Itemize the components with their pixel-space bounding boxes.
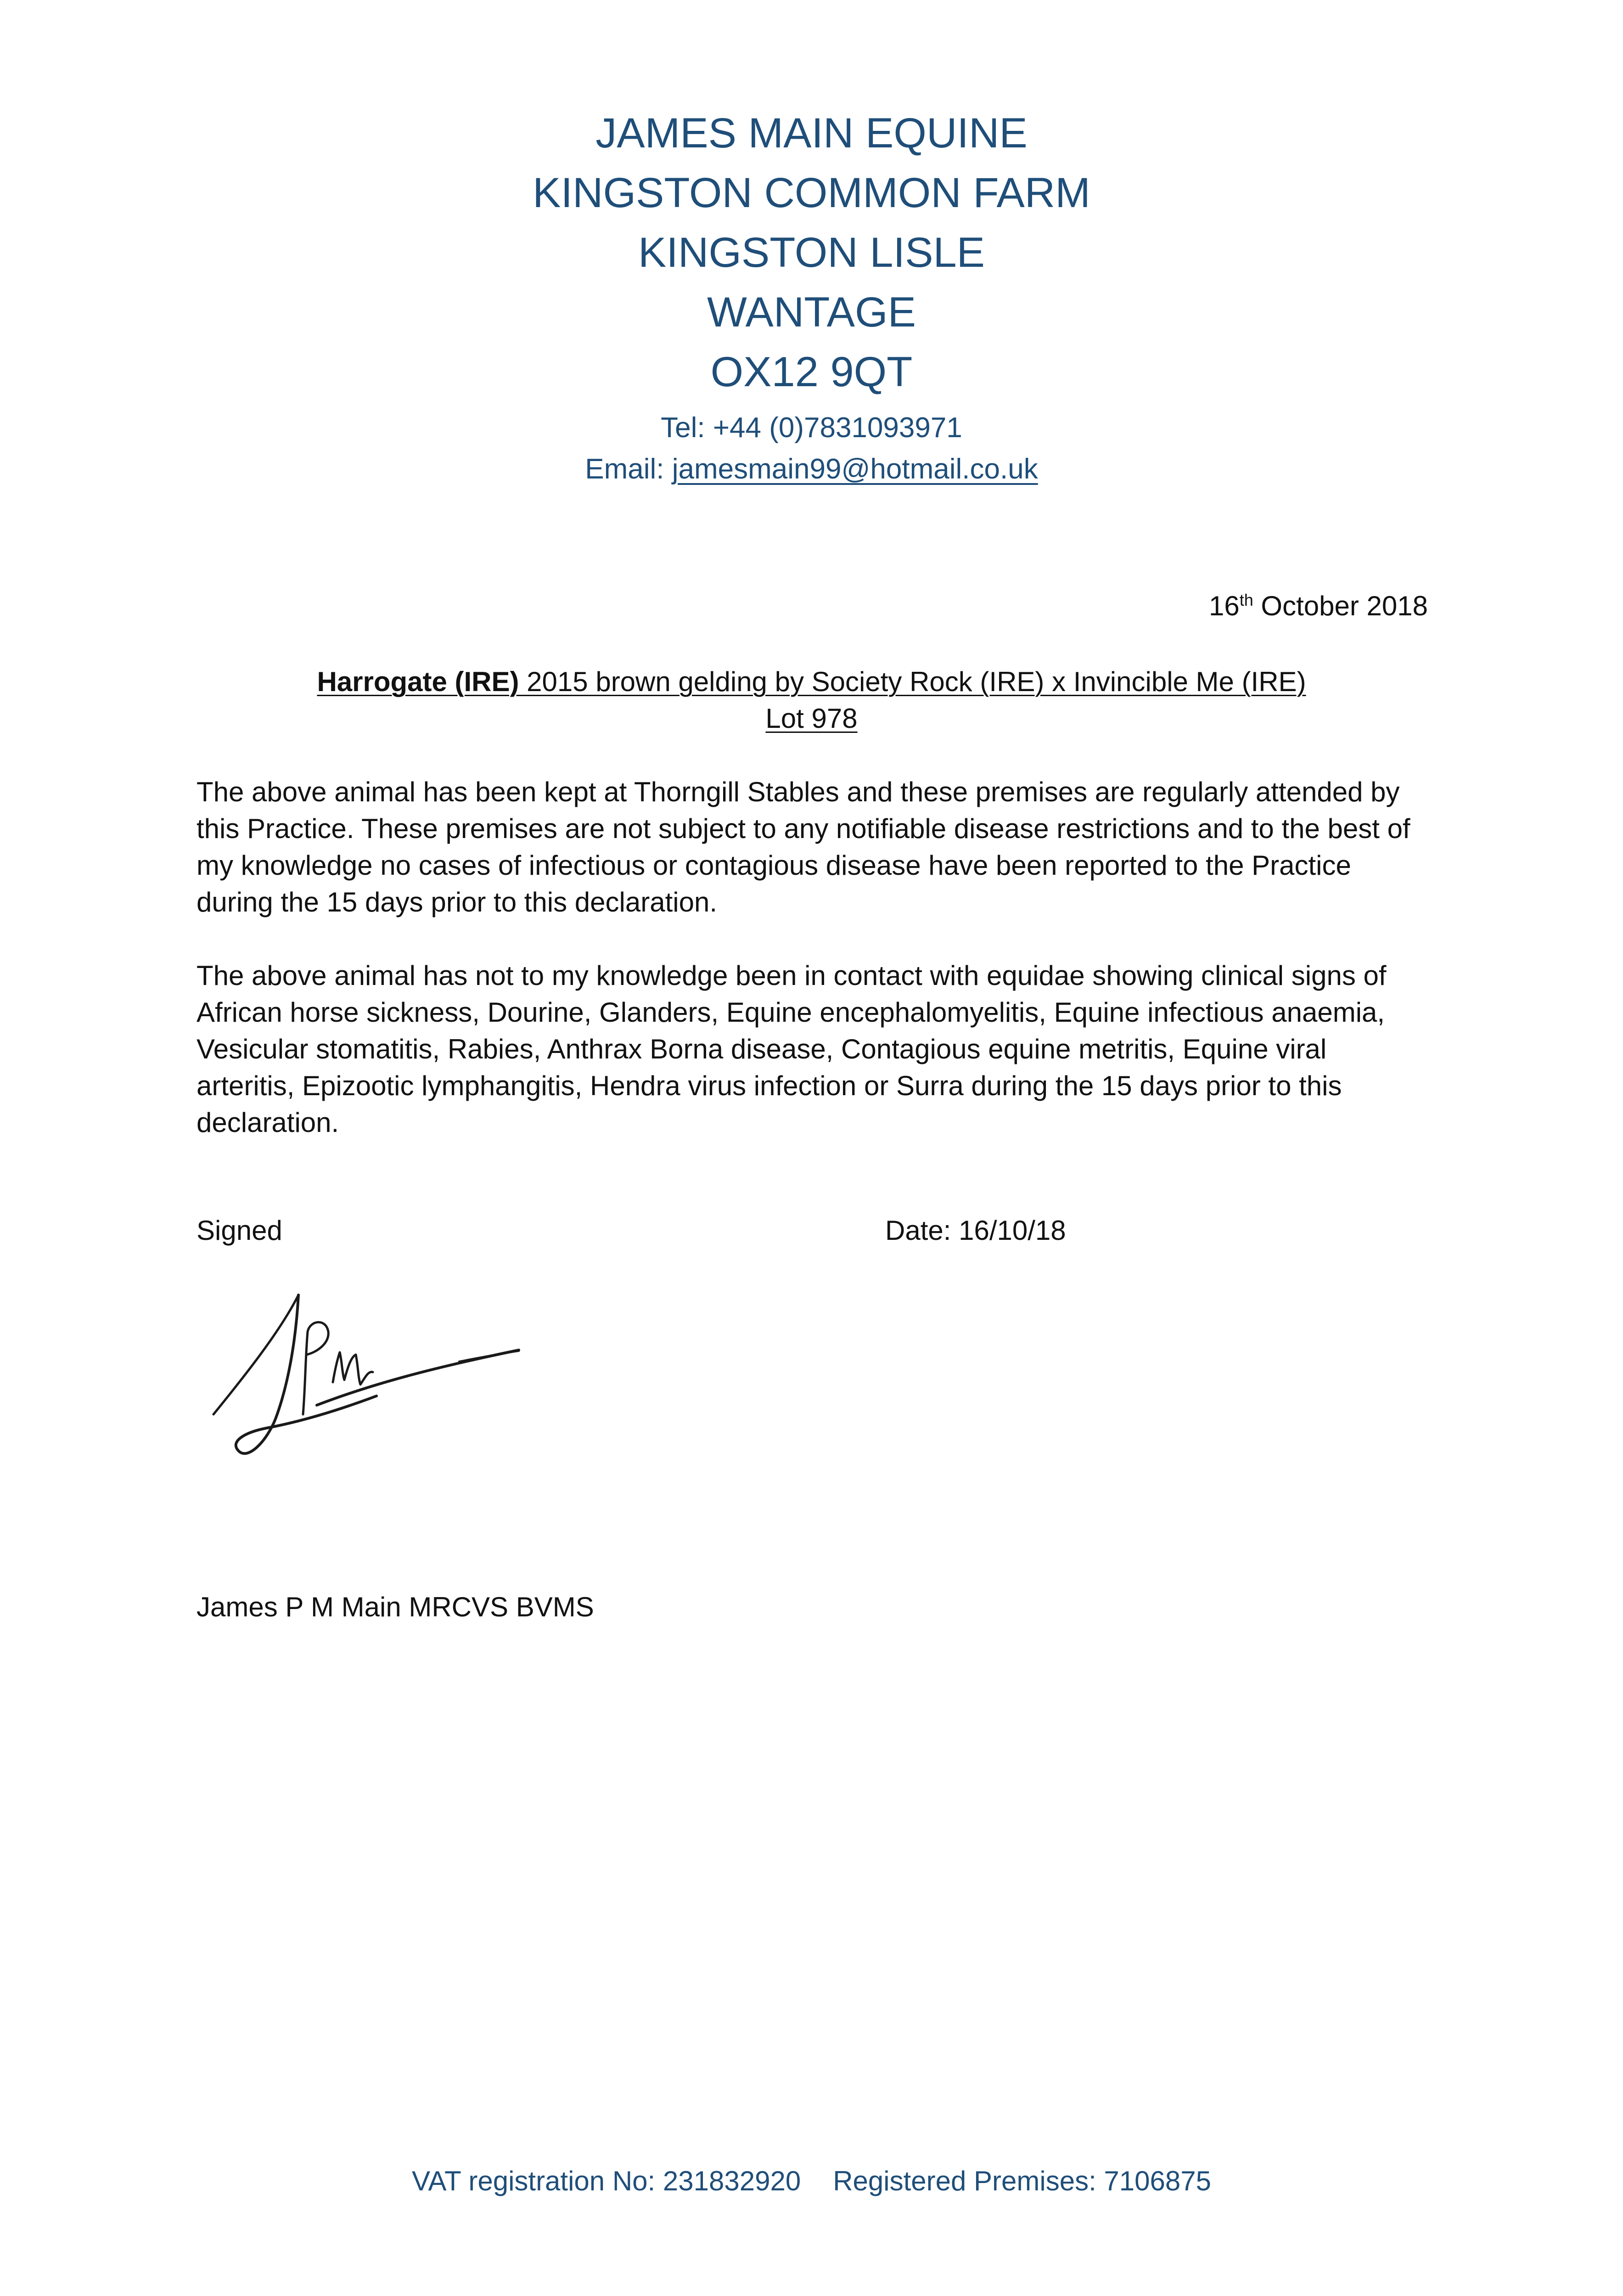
date-suffix: th (1239, 591, 1253, 609)
horse-name: Harrogate (IRE) (317, 666, 519, 697)
declaration-paragraph-diseases: The above animal has not to my knowledge been in contact with equidae showing clinical signs of African horse sickness, Dourine, Glanders, Equine encephalomyelitis, Equine infectious anaemia, Vesicular stomatitis, Rabies, Anthrax Borna disease, Contagious equine metritis, Equine viral arteritis, Epizootic lymphangitis, Hendra virus infection or Surra during the 15 days prior to this declaration. (197, 960, 1387, 1138)
vat-registration: VAT registration No: 231832920 (411, 2166, 801, 2196)
date-month-year: October 2018 (1253, 591, 1428, 621)
address-line-village: KINGSTON LISLE (638, 229, 985, 276)
horse-line (0, 664, 1623, 700)
signatory-name: James P M Main MRCVS BVMS (197, 1592, 594, 1622)
address-line-town: WANTAGE (707, 289, 916, 336)
handwritten-signature (202, 1267, 523, 1525)
footer (0, 2163, 1623, 2200)
declaration-paragraph-premises: The above animal has been kept at Thorngill Stables and these premises are regularly attended by this Practice. These premises are not subject to any notifiable disease restrictions and to the best of my knowledge no cases of infectious or contagious disease have been reported to the Practice during the 15 days prior to this declaration. (197, 777, 1410, 917)
letter-date (1209, 588, 1428, 625)
registered-premises: Registered Premises: 7106875 (833, 2166, 1212, 2196)
letterhead (0, 103, 1623, 490)
telephone: Tel: +44 (0)7831093971 (661, 412, 962, 444)
subject-heading (0, 664, 1623, 737)
email-label: Email: (585, 453, 672, 485)
email-link[interactable]: jamesmain99@hotmail.co.uk (672, 453, 1038, 485)
date-day: 16 (1208, 591, 1240, 621)
horse-description: 2015 brown gelding by Society Rock (IRE) x Invincible Me (IRE) (519, 666, 1306, 697)
signed-label: Signed (197, 1215, 282, 1246)
email-line (0, 449, 1623, 490)
practice-name: JAMES MAIN EQUINE (595, 110, 1028, 157)
address-line-farm: KINGSTON COMMON FARM (533, 169, 1090, 216)
lot-number: Lot 978 (765, 703, 858, 734)
address-postcode: OX12 9QT (710, 349, 913, 395)
signed-date: Date: 16/10/18 (885, 1215, 1066, 1246)
